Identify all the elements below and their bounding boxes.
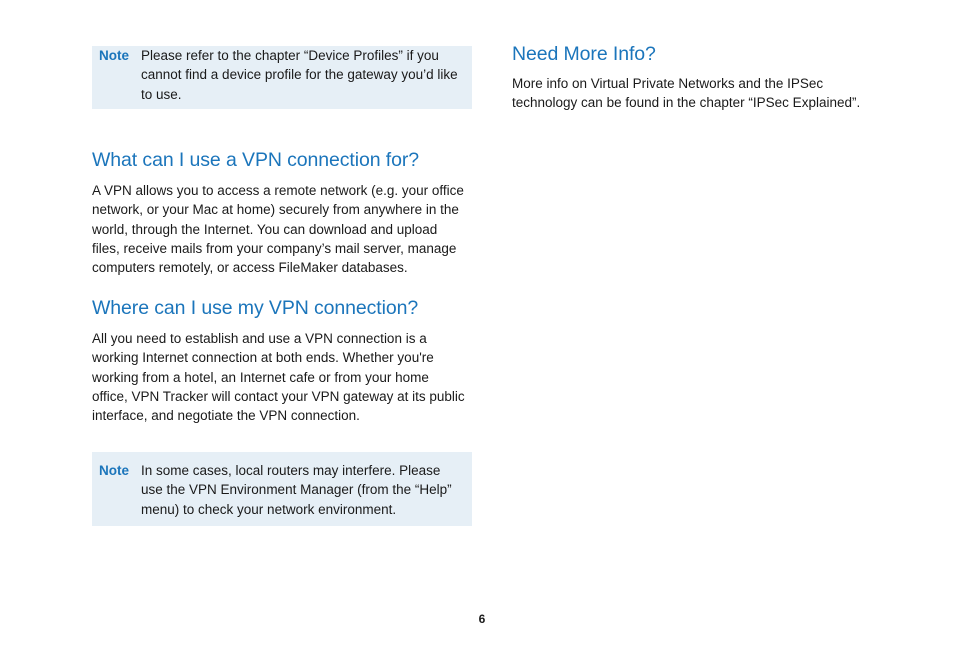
note-box-bottom	[92, 452, 472, 526]
note-text: In some cases, local routers may interfere. Please use the VPN Environment Manager (from the “Help” menu) to check your network environment.	[141, 463, 452, 517]
heading-where: Where can I use my VPN connection?	[92, 297, 419, 319]
note-label: Note	[99, 48, 129, 63]
paragraph-more-info: More info on Virtual Private Networks and the IPSec technology can be found in the chapter “IPSec Explained”.	[512, 76, 861, 111]
heading-use-for: What can I use a VPN connection for?	[92, 149, 419, 171]
paragraph-where: All you need to establish and use a VPN connection is a working Internet connection at both ends. Whether you're working from a hotel, an Internet cafe or from your home office, VPN Tracker will contact your VPN gateway at its public interface, and negotiate the VPN connection.	[92, 331, 465, 424]
paragraph-use-for: A VPN allows you to access a remote network (e.g. your office network, or your Mac at home) securely from anywhere in the world, through the Internet. You can download and upload files, receive mails from your company’s mail server, manage computers remotely, or access FileMaker databases.	[92, 183, 464, 276]
note-label: Note	[99, 463, 129, 478]
heading-more-info: Need More Info?	[512, 43, 656, 65]
page-number: 6	[478, 612, 486, 626]
note-text: Please refer to the chapter “Device Profiles” if you cannot find a device profile for the gateway you’d like to use.	[141, 48, 458, 102]
note-box-top	[92, 46, 472, 109]
